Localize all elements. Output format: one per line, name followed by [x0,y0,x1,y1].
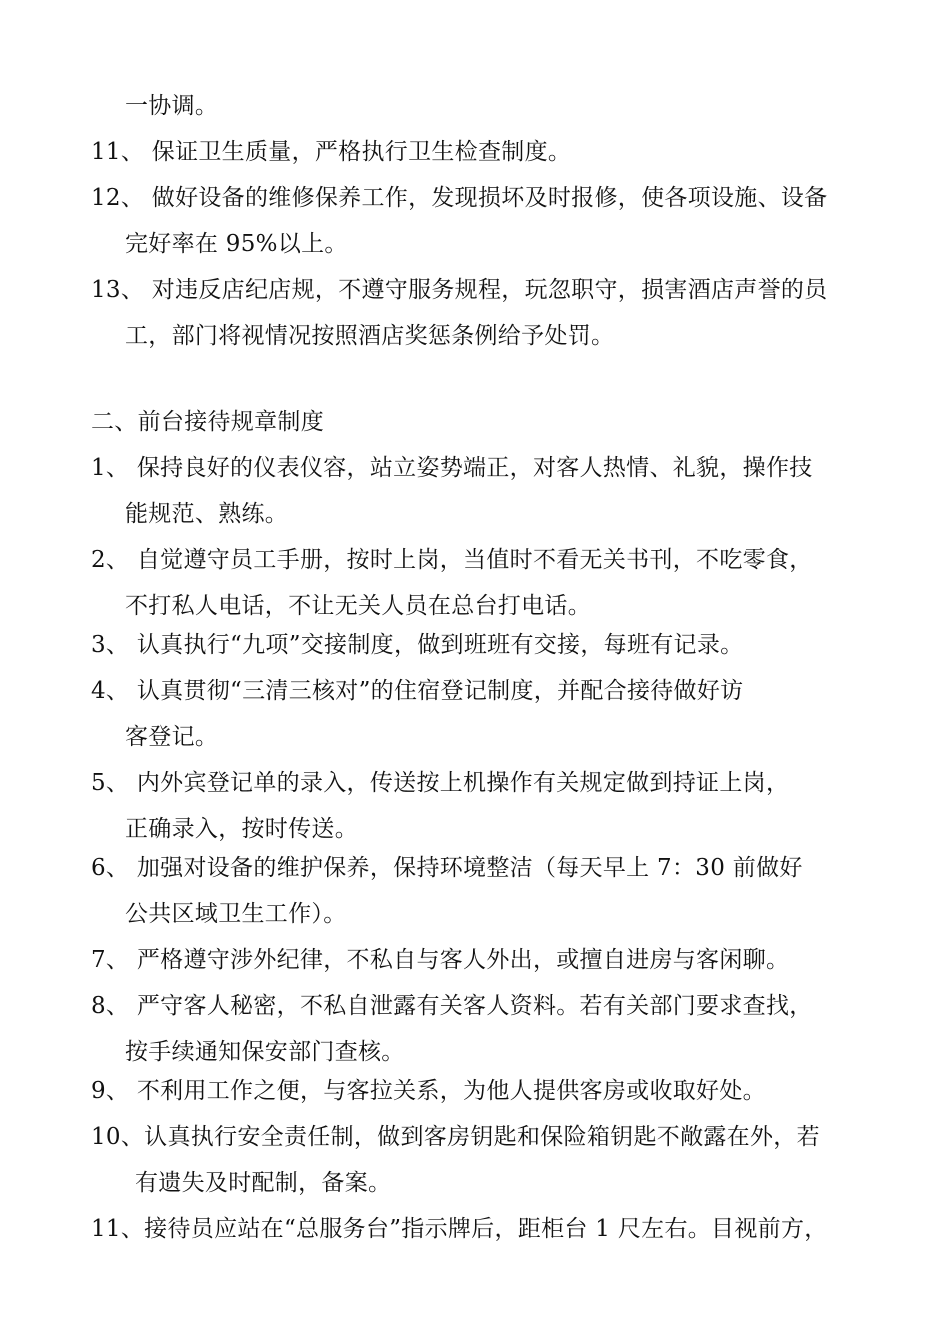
text-line: 客登记。 [125,724,219,750]
list-item-2: 2、 自觉遵守员工手册，按时上岗，当值时不看无关书刊，不吃零食， [91,547,813,573]
list-item-8: 8、 严守客人秘密，不私自泄露有关客人资料。若有关部门要求查找， [91,993,813,1019]
text-line: 工，部门将视情况按照酒店奖惩条例给予处罚。 [125,323,615,349]
list-item-9: 9、 不利用工作之便，与客拉关系，为他人提供客房或收取好处。 [91,1078,766,1104]
text-line: 正确录入，按时传送。 [125,816,358,842]
list-item-3: 3、 认真执行“九项”交接制度，做到班班有交接，每班有记录。 [91,632,744,658]
list-item-12: 12、 做好设备的维修保养工作，发现损坏及时报修，使各项设施、设备 [91,185,828,211]
text-line: 有遗失及时配制，备案。 [135,1170,392,1196]
text-line: 不打私人电话，不让无关人员在总台打电话。 [125,593,591,619]
text-line: 按手续通知保安部门查核。 [125,1039,405,1065]
list-item-11b: 11、接待员应站在“总服务台”指示牌后，距柜台 1 尺左右。目视前方， [91,1216,828,1242]
list-item-13: 13、 对违反店纪店规，不遵守服务规程，玩忽职守，损害酒店声誉的员 [91,277,828,303]
text-line: 能规范、熟练。 [125,501,289,527]
list-item-5: 5、 内外宾登记单的录入，传送按上机操作有关规定做到持证上岗， [91,770,790,796]
text-line: 完好率在 95%以上。 [125,231,348,257]
list-item-7: 7、 严格遵守涉外纪律，不私自与客人外出，或擅自进房与客闲聊。 [91,947,790,973]
list-item-10: 10、认真执行安全责任制，做到客房钥匙和保险箱钥匙不敞露在外，若 [91,1124,820,1150]
list-item-11: 11、 保证卫生质量，严格执行卫生检查制度。 [91,139,572,165]
text-line: 公共区域卫生工作）。 [125,901,347,927]
text-line: 一协调。 [125,93,219,119]
list-item-6: 6、 加强对设备的维护保养，保持环境整洁（每天早上 7：30 前做好 [91,855,803,881]
section-heading: 二、前台接待规章制度 [91,409,324,435]
list-item-4: 4、 认真贯彻“三清三核对”的住宿登记制度，并配合接待做好访 [91,678,744,704]
list-item-1: 1、 保持良好的仪表仪容，站立姿势端正，对客人热情、礼貌，操作技 [91,455,813,481]
